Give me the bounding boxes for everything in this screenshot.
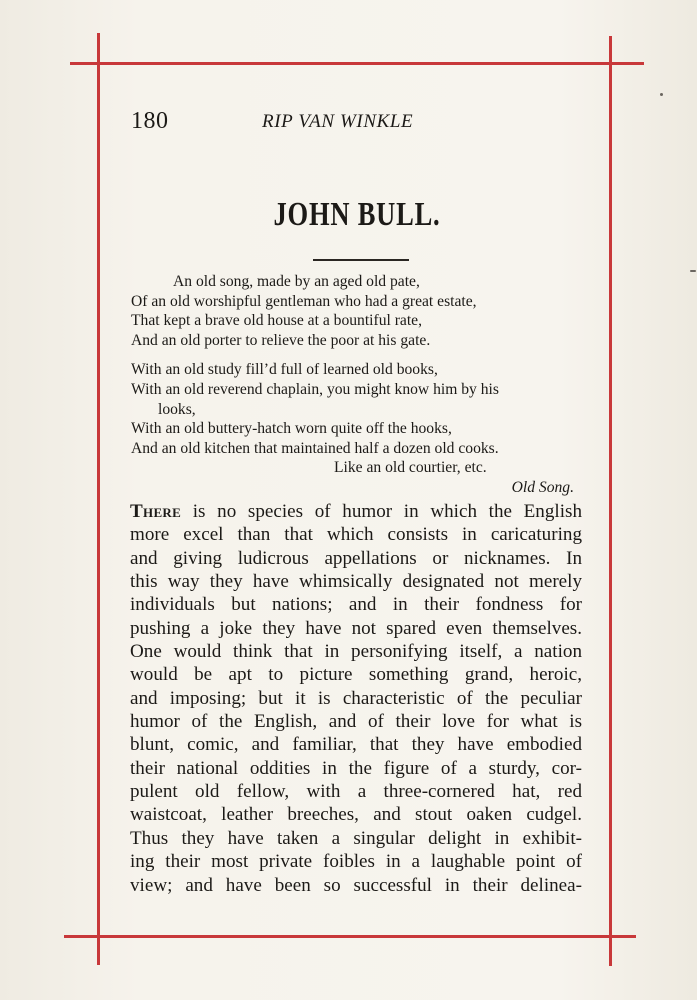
epigraph-line: With an old study fill’d full of learned old books, [131,361,438,379]
page-header [131,108,461,138]
body-line: waistcoat, leather breeches, and stout oaken cudgel. [130,804,582,826]
drop-word: There [130,501,182,522]
body-line: ing their most private foibles in a laughable point of [130,851,582,873]
epigraph-line: With an old buttery-hatch worn quite off the hooks, [131,420,452,438]
body-line: Thus they have taken a singular delight in exhibit- [130,827,582,849]
body-line: pulent old fellow, with a three-cornered hat, red [130,781,582,803]
top-red-rule [70,62,644,65]
bottom-red-rule [64,935,636,938]
epigraph [131,272,591,498]
body-line: pushing a joke they have not spared even themselves. [130,617,582,639]
epigraph-line: With an old reverend chaplain, you might know him by his [131,380,499,398]
epigraph-line: Of an old worshipful gentleman who had a great estate, [131,292,477,310]
epigraph-source: Old Song. [511,478,574,496]
body-line: would be apt to picture something grand, heroic, [130,664,582,686]
paper-fleck [690,270,696,272]
epigraph-line: That kept a brave old house at a bountiful rate, [131,312,422,330]
body-line: and imposing; but it is characteristic of the peculiar [130,687,582,709]
epigraph-refrain: Like an old courtier, etc. [334,459,487,477]
epigraph-line: looks, [158,400,196,418]
body-line: more excel than that which consists in caricaturing [130,524,582,546]
body-line: humor of the English, and of their love for what is [130,711,582,733]
body-line-text: is no species of humor in which the English [181,501,582,522]
running-head: RIP VAN WINKLE [262,111,414,132]
epigraph-line: An old song, made by an aged old pate, [173,273,420,290]
body-line: view; and have been so successful in their delinea- [130,874,582,896]
body-line: One would think that in personifying itself, a nation [130,641,582,663]
right-red-rule [609,36,612,966]
paper-fleck [660,93,663,96]
epigraph-line: And an old porter to relieve the poor at his gate. [131,331,431,349]
body-line: and giving ludicrous appellations or nicknames. In [130,547,582,569]
body-line: this way they have whimsically designated not merely [130,571,582,593]
body-line [130,500,582,523]
chapter-title: JOHN BULL. [273,196,441,233]
page-number: 180 [131,108,169,134]
body-paragraph [130,500,582,897]
body-line: individuals but nations; and in their fondness for [130,594,582,616]
body-line: their national oddities in the figure of a sturdy, cor- [130,757,582,779]
epigraph-line: And an old kitchen that maintained half a dozen old cooks. [131,439,499,457]
body-line: blunt, comic, and familiar, that they have embodied [130,734,582,756]
title-underline-rule [313,259,409,261]
left-red-rule [97,33,100,965]
